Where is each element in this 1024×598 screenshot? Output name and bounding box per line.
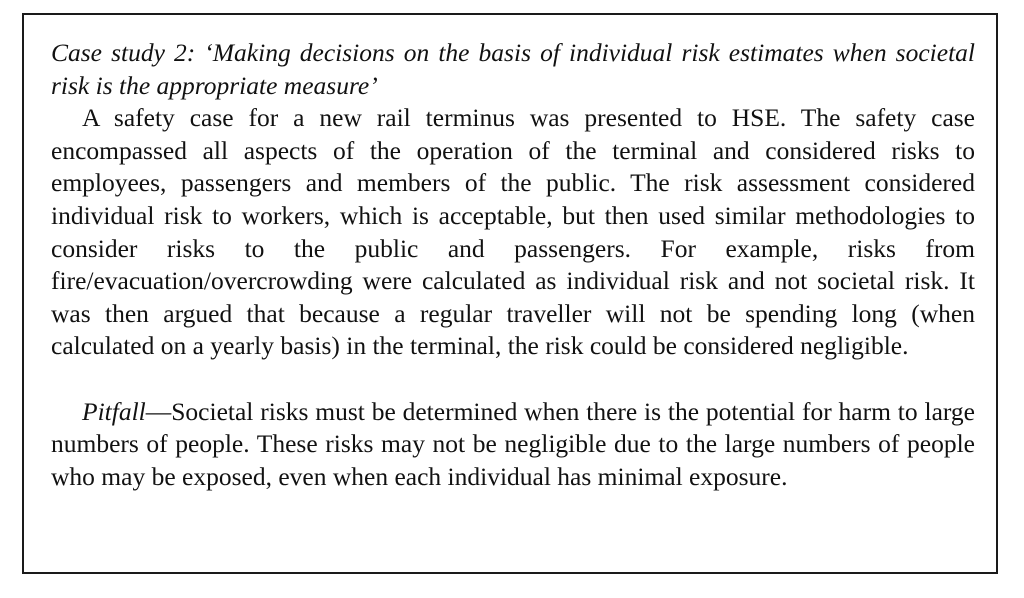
- paragraph-spacer: [51, 363, 975, 396]
- pitfall-label: Pitfall: [82, 396, 146, 426]
- case-study-title: Case study 2: ‘Making decisions on the basis of individual risk estimates when societal risk is the appropriate measure’: [51, 38, 975, 100]
- pitfall-dash: —: [145, 396, 172, 426]
- case-study-body: A safety case for a new rail terminus was presented to HSE. The safety case encompassed all aspects of the operation of the terminal and considered risks to employees, passengers and members of the public. The risk assessment considered individual risk to workers, which is acceptable, but then used similar methodologies to consider risks to the public and passengers. For example, risks from fire/evacuation/overcrowding were calculated as individual risk and not societal risk. It was then argued that because a regular traveller will not be spending long (when calculated on a yearly basis) in the terminal, the risk could be considered negligible.: [51, 103, 975, 361]
- pitfall-paragraph: [51, 396, 975, 494]
- case-study-box: [22, 13, 998, 574]
- case-study-content: [51, 37, 975, 493]
- pitfall-text: Societal risks must be determined when there is the potential for harm to large numbers of people. These risks may not be negligible due to the large numbers of people who may be exposed, even when each individual has minimal exposure.: [51, 396, 975, 491]
